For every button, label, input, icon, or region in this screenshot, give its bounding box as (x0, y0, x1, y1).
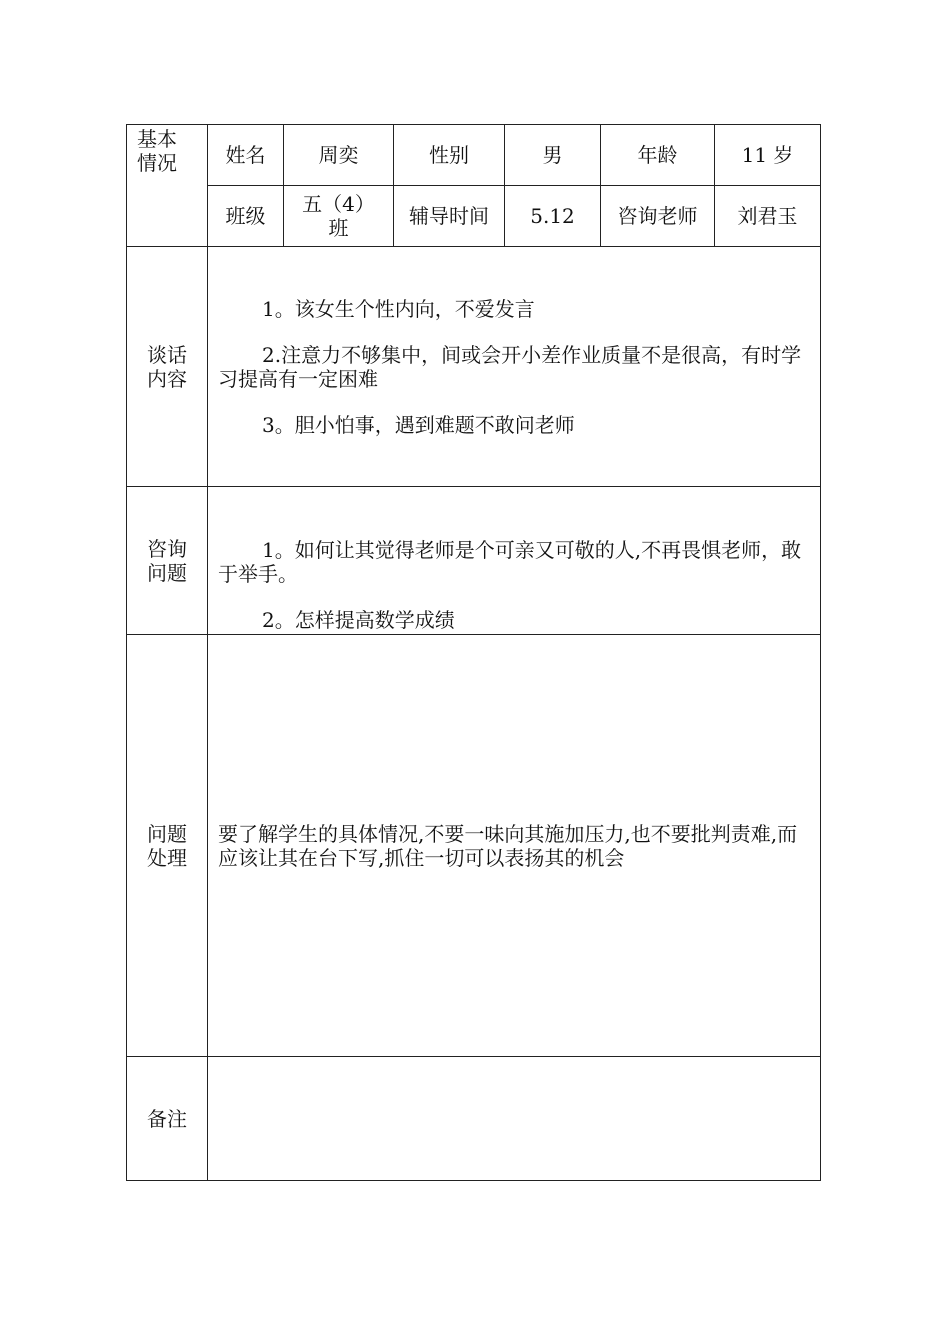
teacher-label: 咨询老师 (601, 186, 715, 247)
class-value (284, 186, 394, 247)
name-label: 姓名 (208, 125, 284, 186)
talk-content-label-text: 谈话内容 (147, 342, 187, 391)
name-value: 周奕 (284, 125, 394, 186)
talk-content-label (127, 247, 208, 487)
age-value: 11 岁 (715, 125, 821, 186)
handling-text: 要了解学生的具体情况,不要一味向其施加压力,也不要批判责难,而应该让其在台下写,抓住一切可以表扬其的机会 (218, 821, 798, 870)
talk-item: 2.注意力不够集中，间或会开小差作业质量不是很高，有时学习提高有一定困难 (218, 342, 802, 391)
class-value-text: 五（4）班 (302, 192, 375, 240)
counseling-record-table (126, 124, 821, 1181)
question-item: 1。如何让其觉得老师是个可亲又可敬的人,不再畏惧老师，敢于举手。 (218, 538, 802, 586)
teacher-value: 刘君玉 (715, 186, 821, 247)
basic-info-label (127, 125, 208, 247)
remarks-content (208, 1057, 821, 1181)
question-label-text: 咨询问题 (147, 536, 187, 585)
question-item: 2。怎样提高数学成绩 (262, 608, 455, 632)
talk-item: 3。胆小怕事，遇到难题不敢问老师 (262, 412, 575, 437)
counsel-time-label: 辅导时间 (394, 186, 505, 247)
question-content (208, 487, 821, 635)
age-label: 年龄 (601, 125, 715, 186)
gender-label: 性别 (394, 125, 505, 186)
gender-value: 男 (505, 125, 601, 186)
counsel-time-value: 5.12 (505, 186, 601, 247)
talk-content (208, 247, 821, 487)
question-label (127, 487, 208, 635)
handling-label (127, 635, 208, 1057)
handling-label-text: 问题处理 (147, 821, 187, 870)
handling-content (208, 635, 821, 1057)
talk-item: 1。该女生个性内向，不爱发言 (262, 296, 535, 321)
class-label: 班级 (208, 186, 284, 247)
basic-info-label-text: 基本情况 (137, 127, 177, 175)
remarks-label: 备注 (127, 1057, 208, 1181)
